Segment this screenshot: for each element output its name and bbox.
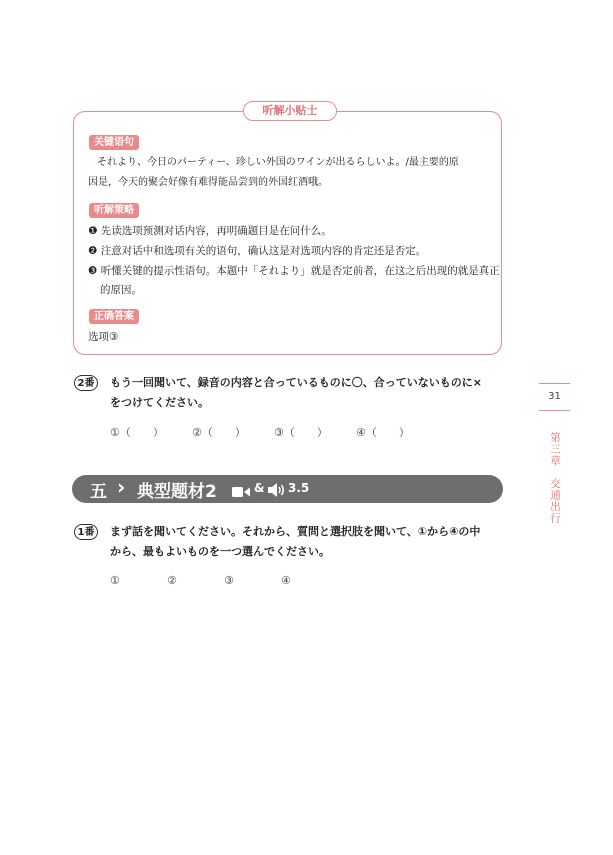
section-number: 五: [90, 482, 107, 502]
section-title: 典型题材2: [137, 482, 217, 502]
chevron-right-icon: ›: [117, 475, 126, 499]
speaker-icon: [268, 482, 286, 501]
answer-option[interactable]: ①: [110, 574, 120, 587]
answer-option[interactable]: ②（ ）: [192, 426, 246, 439]
answer-option[interactable]: ④（ ）: [356, 426, 410, 439]
answer-label: 正确答案: [89, 309, 139, 324]
question-number: 1番: [74, 524, 98, 540]
key-sentence-line1: それより、今日のパーティー、珍しい外国のワインが出るらしいよ。/最主要的原: [97, 157, 459, 168]
question-text: をつけてください。: [110, 396, 209, 409]
strategy-line: 的原因。: [100, 284, 142, 296]
question-text: から、最もよいものを一つ選んでください。: [110, 545, 330, 558]
video-camera-icon: [232, 483, 250, 502]
strategy-line: ❶ 先读选项预测对话内容，再明确题目是在问什么。: [88, 225, 332, 237]
section-header: [72, 475, 503, 503]
strategy-line: ❷ 注意对话中和选项有关的语句，确认这是对选项内容的肯定还是否定。: [88, 245, 427, 257]
chapter-label: 第三章 交通出行: [549, 432, 561, 524]
side-divider: [539, 383, 570, 384]
track-number: 3.5: [288, 481, 310, 495]
answer-option[interactable]: ②: [167, 574, 177, 587]
ampersand: &: [254, 481, 265, 495]
key-sentence-line2: 因是，今天的聚会好像有难得能品尝到的外国红酒哦。: [88, 177, 328, 188]
answer-option[interactable]: ④: [281, 574, 291, 587]
tips-title: 听解小贴士: [243, 101, 337, 121]
question-text: もう一回聞いて、録音の内容と合っているものに〇、合っていないものに×: [110, 376, 482, 389]
answer-option[interactable]: ①（ ）: [110, 426, 164, 439]
question-number: 2番: [74, 375, 98, 391]
question-text: まず話を聞いてください。それから、質問と選択肢を聞いて、①から④の中: [110, 525, 481, 538]
answer-text: 选项③: [88, 331, 119, 343]
answer-option[interactable]: ③（ ）: [274, 426, 328, 439]
side-divider: [539, 410, 570, 411]
strategy-label: 听解策略: [89, 203, 139, 218]
page-number: 31: [548, 391, 561, 402]
key-sentence-label: 关键语句: [89, 135, 139, 150]
answer-option[interactable]: ③: [224, 574, 234, 587]
strategy-line: ❸ 听懂关键的提示性语句。本题中「それより」就是否定前者，在这之后出现的就是真正: [88, 265, 500, 277]
